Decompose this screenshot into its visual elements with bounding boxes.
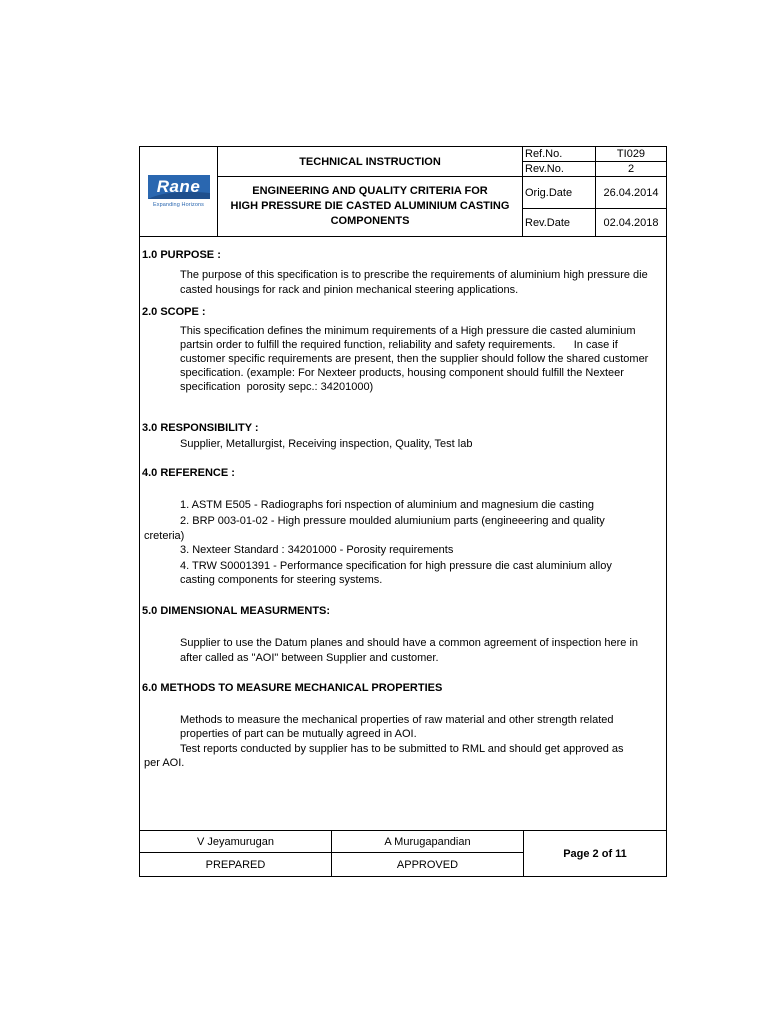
meta-value: TI029 [616, 148, 646, 160]
reference-item-continued: creteria) [144, 530, 185, 542]
approved-label: APPROVED [332, 853, 524, 877]
meta-row-rev-date [523, 209, 666, 236]
meta-label: Ref.No. [523, 147, 596, 161]
title-line: COMPONENTS [330, 215, 410, 227]
logo-tagline: Expanding Horizons [152, 202, 205, 208]
body-text-line: The purpose of this specification is to prescribe the requirements of aluminium high pressure die [180, 269, 648, 281]
section-heading-responsibility: 3.0 RESPONSIBILITY : [142, 422, 259, 434]
document-page [139, 146, 667, 877]
body-text-line: Supplier to use the Datum planes and should have a common agreement of inspection here in [180, 637, 639, 649]
document-title [218, 177, 523, 236]
reference-item: 2. BRP 003-01-02 - High pressure moulded alumiunium parts (engineeering and quality [180, 515, 605, 527]
body-text-line: Methods to measure the mechanical properties of raw material and other strength related [180, 714, 614, 726]
meta-label: Orig.Date [523, 177, 596, 208]
signature-footer [140, 830, 666, 877]
body-text-line: properties of part can be mutually agreed in AOI. [180, 728, 417, 740]
logo-cell [140, 147, 218, 236]
section-heading-reference: 4.0 REFERENCE : [142, 467, 235, 479]
section-heading-scope: 2.0 SCOPE : [142, 306, 206, 318]
section-heading-methods: 6.0 METHODS TO MEASURE MECHANICAL PROPERTIES [142, 682, 443, 694]
section-heading-purpose: 1.0 PURPOSE : [142, 249, 221, 261]
page-number: Page 2 of 11 [563, 848, 627, 860]
document-header [140, 147, 666, 237]
meta-value: 02.04.2018 [603, 216, 659, 229]
logo-wordmark: Rane [156, 177, 201, 196]
body-text-line: partsin order to fulfill the required function, reliability and safety requirements. In case if [180, 339, 618, 351]
prepared-by-name: V Jeyamurugan [140, 831, 332, 853]
body-text-line: Test reports conducted by supplier has to be submitted to RML and should get approved as [180, 743, 624, 755]
section-heading-dimensional: 5.0 DIMENSIONAL MEASURMENTS: [142, 605, 331, 617]
body-text-line: specification porosity sepc.: 34201000) [180, 381, 374, 393]
meta-row-ref-no [523, 147, 666, 162]
title-line: HIGH PRESSURE DIE CASTED ALUMINIUM CASTING [230, 200, 510, 212]
body-text-line: casted housings for rack and pinion mechanical steering applications. [180, 284, 519, 296]
meta-row-rev-no [523, 162, 666, 177]
reference-item-continued: casting components for steering systems. [180, 574, 383, 586]
body-text-line: Supplier, Metallurgist, Receiving inspection, Quality, Test lab [180, 438, 473, 450]
reference-item: 1. ASTM E505 - Radiographs fori nspection of aluminium and magnesium die casting [180, 499, 594, 511]
body-text-line: specification. (example: For Nexteer products, housing component should fulfill the Nexteer [180, 367, 624, 379]
reference-item: 3. Nexteer Standard : 34201000 - Porosity requirements [180, 544, 454, 556]
approved-by-name: A Murugapandian [332, 831, 524, 853]
meta-label: Rev.Date [523, 209, 596, 236]
document-type: TECHNICAL INSTRUCTION [218, 147, 523, 177]
meta-value: 26.04.2014 [603, 186, 659, 199]
reference-item: 4. TRW S0001391 - Performance specification for high pressure die cast aluminium alloy [180, 560, 612, 572]
body-text-line-continued: per AOI. [144, 757, 185, 769]
meta-label: Rev.No. [523, 162, 596, 176]
body-text-line: customer specific requirements are present, then the supplier should follow the shared customer [180, 353, 649, 365]
body-text-line: after called as "AOI" between Supplier and customer. [180, 652, 439, 664]
body-text-line: This specification defines the minimum requirements of a High pressure die casted aluminium [180, 325, 636, 337]
title-line: ENGINEERING AND QUALITY CRITERIA FOR [252, 185, 488, 197]
prepared-label: PREPARED [140, 853, 332, 877]
meta-value: 2 [627, 163, 635, 175]
meta-row-orig-date [523, 177, 666, 209]
company-logo [148, 175, 210, 199]
